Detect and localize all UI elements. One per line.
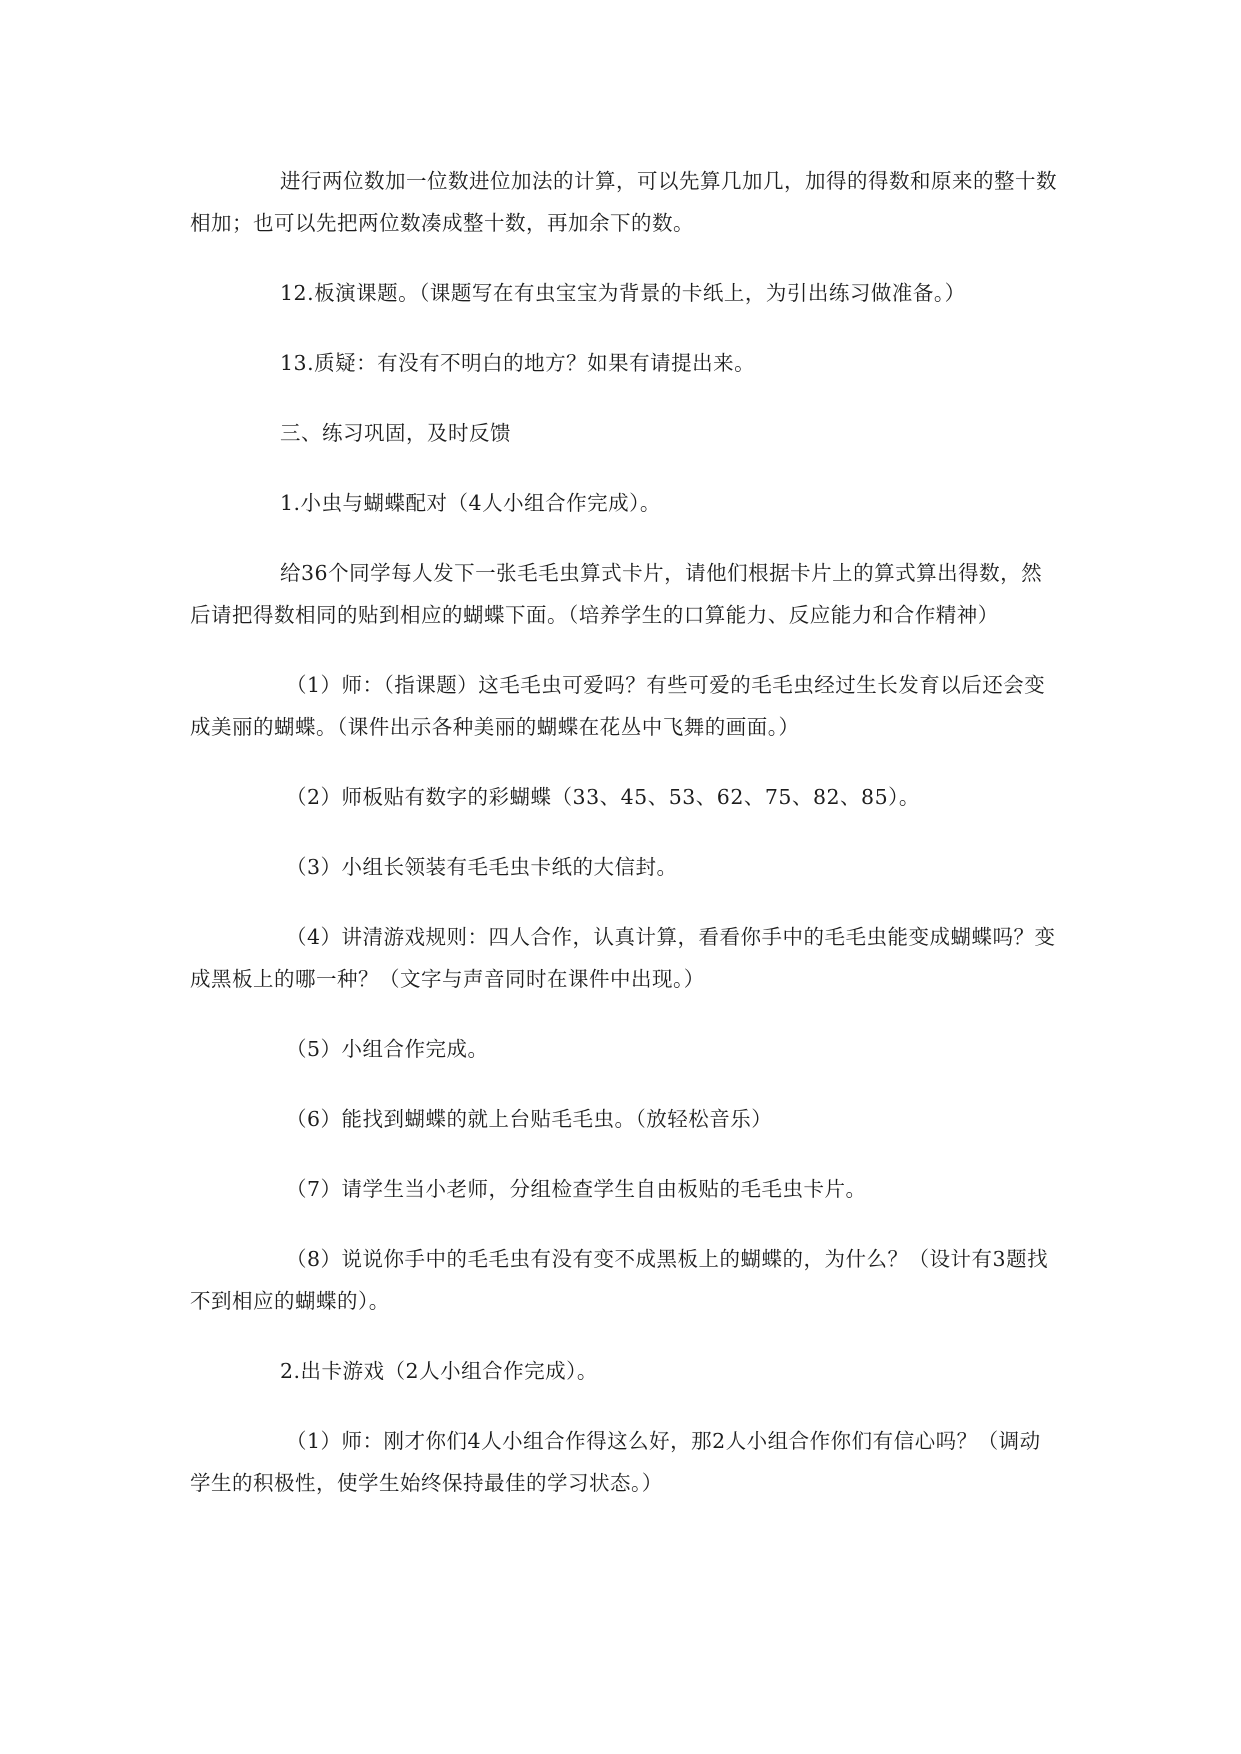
- paragraph-step-13: 13.质疑：有没有不明白的地方？如果有请提出来。: [280, 351, 756, 375]
- paragraph-activity-2-item-1: （1）师：刚才你们4人小组合作得这么好，那2人小组合作你们有信心吗？（调动学生的积极性，使学生始终保持最佳的学习状态。）: [190, 1429, 1041, 1495]
- paragraph-item-7: （7）请学生当小老师，分组检查学生自由板贴的毛毛虫卡片。: [286, 1177, 867, 1201]
- paragraph-activity-1: 1.小虫与蝴蝶配对（4人小组合作完成）。: [280, 491, 661, 515]
- paragraph-item-4: （4）讲清游戏规则：四人合作，认真计算，看看你手中的毛毛虫能变成蝴蝶吗？变成黑板上的哪一种？（文字与声音同时在课件中出现。）: [190, 925, 1056, 991]
- document-body: [190, 160, 1060, 1532]
- paragraph-carry-addition-method: 进行两位数加一位数进位加法的计算，可以先算几加几，加得的得数和原来的整十数相加；也可以先把两位数凑成整十数，再加余下的数。: [190, 169, 1057, 235]
- paragraph-item-1: （1）师：（指课题）这毛毛虫可爱吗？有些可爱的毛毛虫经过生长发育以后还会变成美丽的蝴蝶。（课件出示各种美丽的蝴蝶在花丛中飞舞的画面。）: [190, 673, 1046, 739]
- paragraph-activity-2: 2.出卡游戏（2人小组合作完成）。: [280, 1359, 598, 1383]
- paragraph-item-2: （2）师板贴有数字的彩蝴蝶（33、45、53、62、75、82、85）。: [286, 785, 920, 809]
- section-heading-practice: 三、练习巩固，及时反馈: [280, 421, 511, 445]
- paragraph-item-5: （5）小组合作完成。: [286, 1037, 489, 1061]
- paragraph-item-6: （6）能找到蝴蝶的就上台贴毛毛虫。（放轻松音乐）: [286, 1107, 773, 1131]
- paragraph-activity-1-desc: 给36个同学每人发下一张毛毛虫算式卡片，请他们根据卡片上的算式算出得数，然后请把得数相同的贴到相应的蝴蝶下面。（培养学生的口算能力、反应能力和合作精神）: [190, 561, 1043, 627]
- paragraph-step-12: 12.板演课题。（课题写在有虫宝宝为背景的卡纸上，为引出练习做准备。）: [280, 281, 966, 305]
- paragraph-item-8: （8）说说你手中的毛毛虫有没有变不成黑板上的蝴蝶的，为什么？（设计有3题找不到相应的蝴蝶的）。: [190, 1247, 1049, 1313]
- paragraph-item-3: （3）小组长领装有毛毛虫卡纸的大信封。: [286, 855, 678, 879]
